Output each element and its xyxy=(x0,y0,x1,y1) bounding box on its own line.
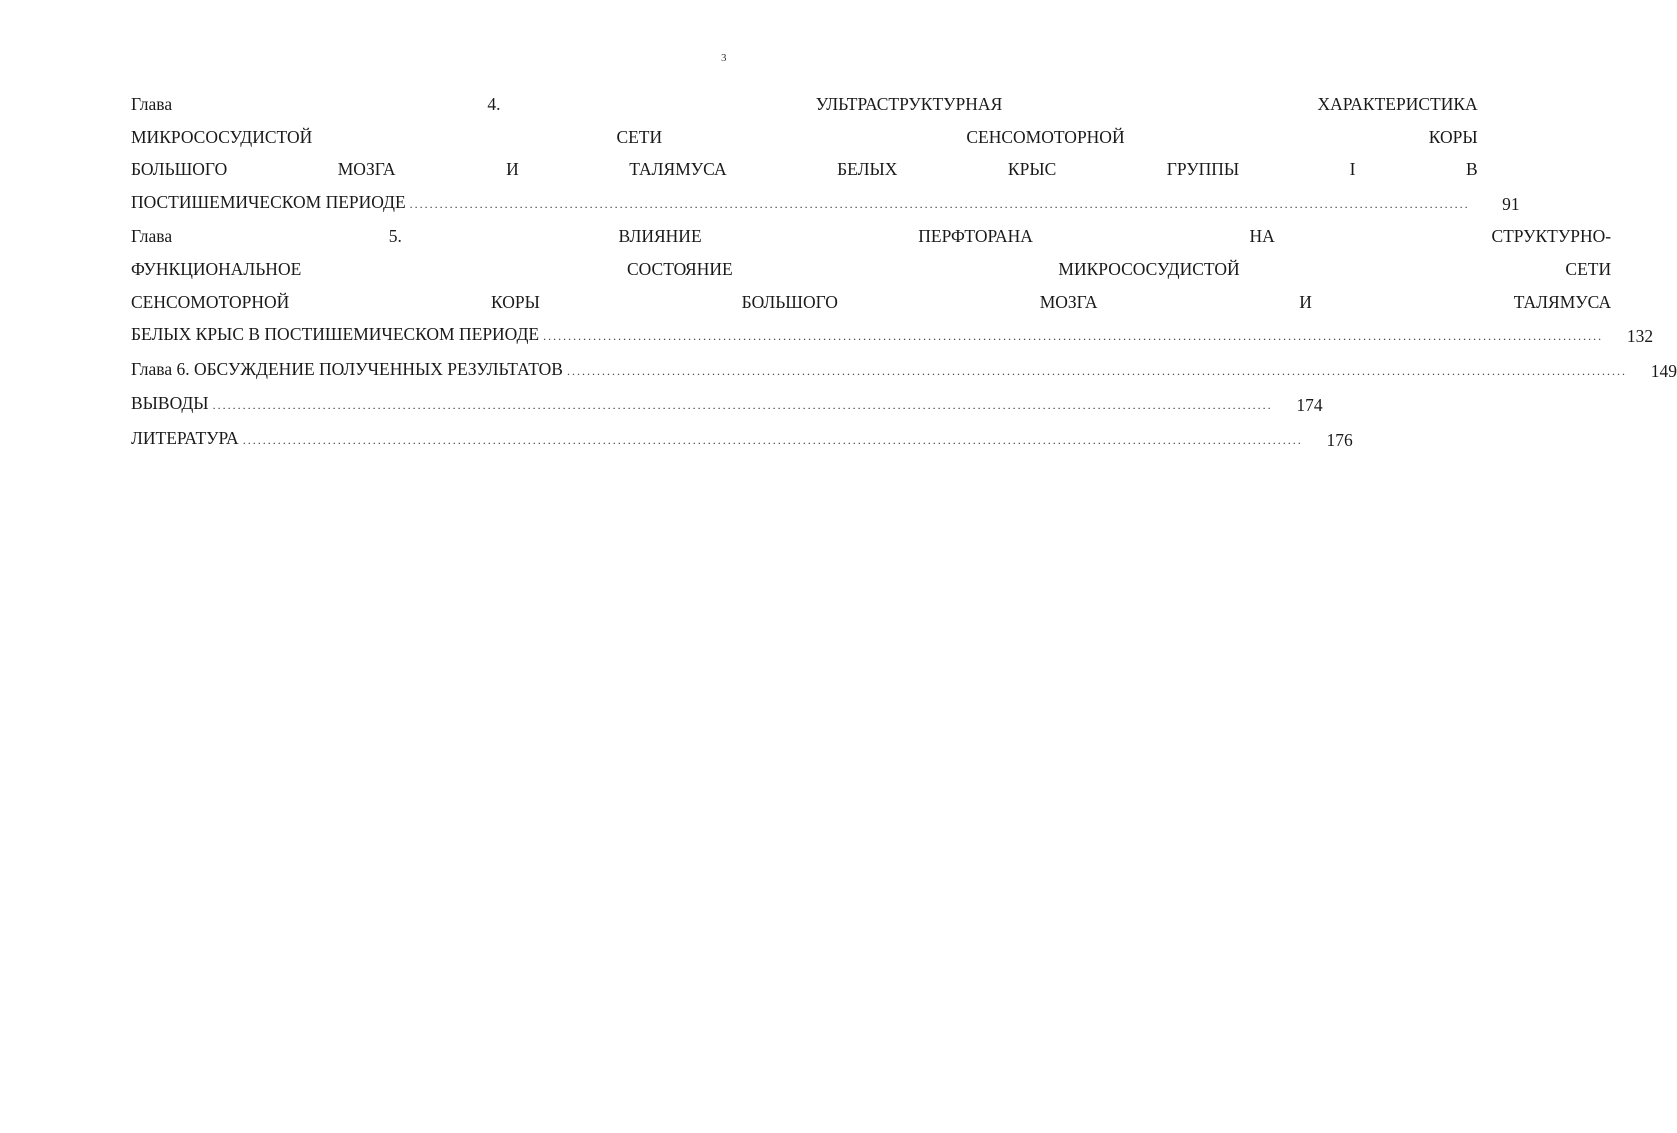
toc-entry-line: ВЫВОДЫ xyxy=(131,393,209,414)
dot-leader xyxy=(543,320,1603,353)
toc-entry-chapter-4[interactable] xyxy=(131,88,1520,220)
toc-entry-line: Глава 6. ОБСУЖДЕНИЕ ПОЛУЧЕННЫХ РЕЗУЛЬТАТОВ xyxy=(131,358,563,379)
toc-entry-line: ЛИТЕРАТУРА xyxy=(131,427,239,448)
dot-leader xyxy=(243,424,1303,457)
toc-entry-line: ПОСТИШЕМИЧЕСКОМ ПЕРИОДЕ xyxy=(131,191,406,212)
toc-entry-line: ФУНКЦИОНАЛЬНОЕ СОСТОЯНИЕ МИКРОСОСУДИСТОЙ СЕТИ xyxy=(131,258,1612,279)
table-of-contents xyxy=(131,88,1677,457)
toc-page-number: 174 xyxy=(1296,395,1323,416)
toc-entry-line: МИКРОСОСУДИСТОЙ СЕТИ СЕНСОМОТОРНОЙ КОРЫ xyxy=(131,126,1478,147)
toc-page-number: 91 xyxy=(1502,193,1520,214)
toc-entry-line: Глава 4. УЛЬТРАСТРУКТУРНАЯ ХАРАКТЕРИСТИКА xyxy=(131,94,1478,114)
dot-leader xyxy=(567,355,1627,388)
toc-page-number: 176 xyxy=(1326,429,1353,450)
dot-leader xyxy=(213,389,1273,422)
toc-page-number: 149 xyxy=(1650,360,1677,381)
toc-entry-line: СЕНСОМОТОРНОЙ КОРЫ БОЛЬШОГО МОЗГА И ТАЛЯМУСА xyxy=(131,291,1612,312)
toc-entry-line: Глава 5. ВЛИЯНИЕ ПЕРФТОРАНА НА СТРУКТУРНО- xyxy=(131,226,1612,247)
dot-leader xyxy=(410,188,1470,221)
toc-entry-chapter-5[interactable] xyxy=(131,220,1654,352)
toc-entry-literature[interactable] xyxy=(131,422,1353,457)
page-number: 3 xyxy=(721,52,727,64)
toc-page-number: 132 xyxy=(1626,326,1654,347)
toc-entry-line: БОЛЬШОГО МОЗГА И ТАЛЯМУСА БЕЛЫХ КРЫС ГРУППЫ I В xyxy=(131,159,1478,180)
toc-entry-chapter-6[interactable] xyxy=(131,353,1677,388)
toc-entry-line: БЕЛЫХ КРЫС В ПОСТИШЕМИЧЕСКОМ ПЕРИОДЕ xyxy=(131,324,540,345)
toc-entry-conclusions[interactable] xyxy=(131,387,1323,422)
